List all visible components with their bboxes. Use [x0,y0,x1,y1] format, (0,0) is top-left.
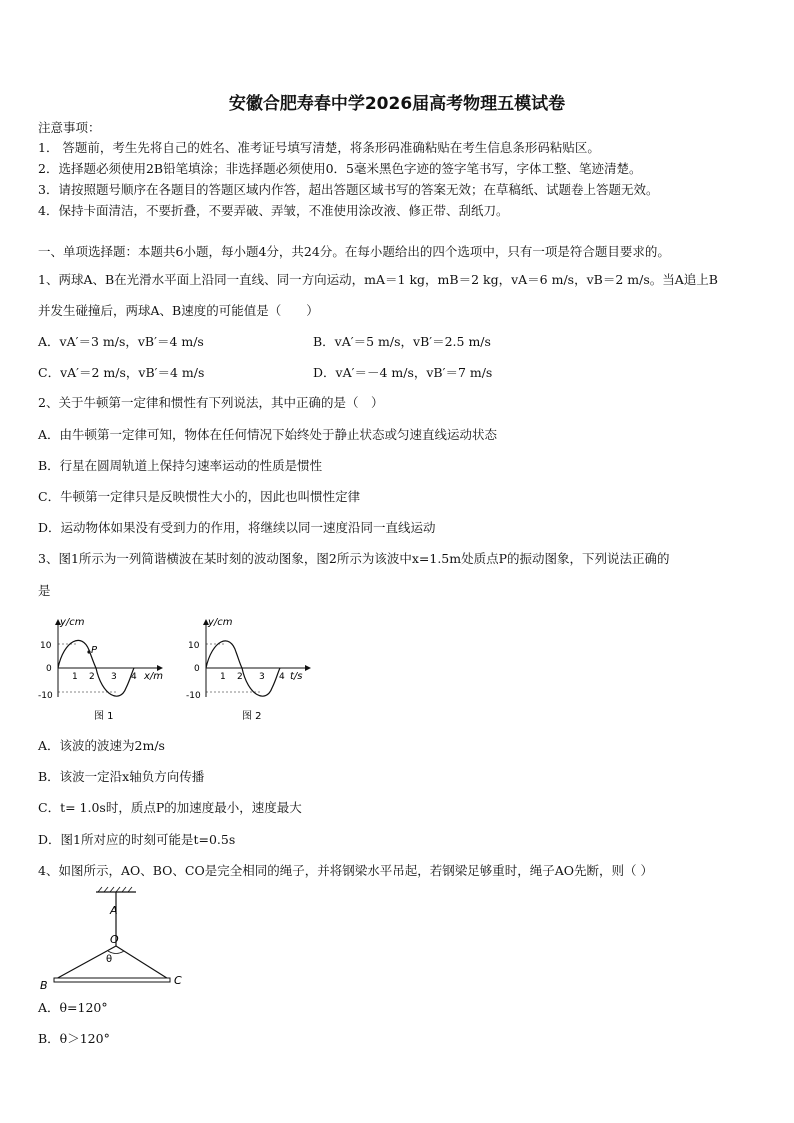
q3-option-d: D．图1所对应的时刻可能是t=0.5s [38,832,236,847]
fig1-xlabel: x/m [144,671,164,682]
fig2-caption: 图 2 [242,711,262,722]
q4-option-a: A．θ=120° [38,1000,108,1015]
q3-stem-line-1: 3、图1所示为一列简谐横波在某时刻的波动图象，图2所示为该波中x=1.5m处质点P的振动图象，下列说法正确的 [38,551,670,566]
q4-figure [34,886,194,996]
q1-option-b: B．vA′＝5 m/s，vB′＝2.5 m/s [313,334,491,349]
q2-option-b: B．行星在圆周轨道上保持匀速率运动的性质是惯性 [38,458,323,473]
q3-option-c: C．t= 1.0s时，质点P的加速度最小，速度最大 [38,800,302,815]
notice-item-1: 1． 答题前，考生先将自己的姓名、准考证号填写清楚，将条形码准确粘贴在考生信息条形码粘贴区。 [38,140,600,155]
fig1-xtick-3: 3 [111,672,117,682]
fig1-ytick-0: 0 [46,664,52,674]
fig1-ytick-neg10: -10 [38,691,53,701]
notice-item-4: 4．保持卡面清洁，不要折叠，不要弄破、弄皱，不准使用涂改液、修正带、刮纸刀。 [38,203,509,218]
q4-stem: 4、如图所示，AO、BO、CO是完全相同的绳子，并将钢梁水平吊起，若钢梁足够重时，绳子AO先断，则（ ） [38,863,653,878]
fig2-xlabel: t/s [290,671,303,682]
fig2-ytick-0: 0 [194,664,200,674]
q1-option-a: A．vA′＝3 m/s，vB′＝4 m/s [38,334,204,349]
fig2-xtick-3: 3 [259,672,265,682]
fig2-ytick-10: 10 [188,641,200,651]
fig1-caption: 图 1 [94,711,114,722]
q3-figure-1 [34,612,174,724]
label-theta: θ [106,954,113,965]
fig1-ytick-10: 10 [40,641,52,651]
fig2-ylabel: y/cm [208,617,233,628]
fig1-xtick-4: 4 [131,672,137,682]
q3-option-b: B．该波一定沿x轴负方向传播 [38,769,205,784]
q1-stem-line-1: 1、两球A、B在光滑水平面上沿同一直线、同一方向运动，mA＝1 kg，mB＝2 kg，vA＝6 m/s，vB＝2 m/s。当A追上B [38,272,718,287]
fig2-xtick-4: 4 [279,672,285,682]
q3-stem-line-2: 是 [38,583,51,598]
q2-option-c: C．牛顿第一定律只是反映惯性大小的，因此也叫惯性定律 [38,489,361,504]
q2-option-a: A．由牛顿第一定律可知，物体在任何情况下始终处于静止状态或匀速直线运动状态 [38,427,498,442]
q2-option-d: D．运动物体如果没有受到力的作用，将继续以同一速度沿同一直线运动 [38,520,436,535]
label-b: B [40,979,48,992]
label-c: C [174,974,182,987]
page-title: 安徽合肥寿春中学2026届高考物理五模试卷 [228,94,566,114]
section-heading: 一、单项选择题：本题共6小题，每小题4分，共24分。在每小题给出的四个选项中，只有一项是符合题目要求的。 [38,244,670,259]
notice-heading: 注意事项： [38,120,101,135]
notice-item-2: 2．选择题必须使用2B铅笔填涂；非选择题必须使用0．5毫米黑色字迹的签字笔书写，字体工整、笔迹清楚。 [38,161,642,176]
rope-co [116,946,170,980]
q1-stem-line-2: 并发生碰撞后，两球A、B速度的可能值是（ ） [38,303,319,318]
q3-option-a: A．该波的波速为2m/s [38,738,165,753]
q1-option-d: D．vA′＝－4 m/s，vB′＝7 m/s [313,365,493,380]
fig1-ylabel: y/cm [60,617,85,628]
steel-beam [54,978,170,982]
fig2-xtick-2: 2 [237,672,243,682]
fig1-point-label: P [91,645,98,656]
label-a: A [110,904,118,917]
label-o: O [110,933,119,946]
q3-figure-2 [182,612,322,724]
q4-option-b: B．θ＞120° [38,1031,110,1046]
fig2-ytick-neg10: -10 [186,691,201,701]
fig2-vibration-curve [206,641,280,696]
q1-option-c: C．vA′＝2 m/s，vB′＝4 m/s [38,365,205,380]
fig1-xtick-2: 2 [89,672,95,682]
notice-item-3: 3．请按照题号顺序在各题目的答题区域内作答，超出答题区域书写的答案无效；在草稿纸、试题卷上答题无效。 [38,182,659,197]
fig2-xtick-1: 1 [220,672,226,682]
fig1-xtick-1: 1 [72,672,78,682]
q2-stem: 2、关于牛顿第一定律和惯性有下列说法，其中正确的是（ ） [38,395,384,410]
